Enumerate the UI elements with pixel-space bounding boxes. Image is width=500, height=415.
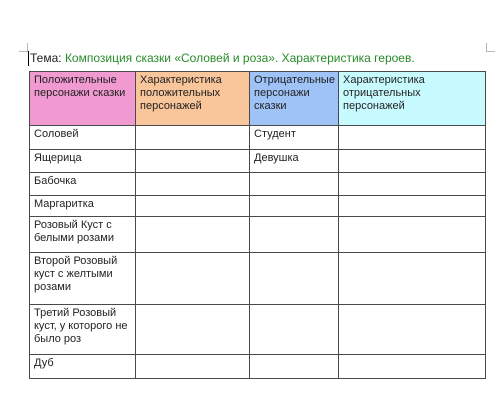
table-cell[interactable]: Второй Розовый куст с желтыми розами: [30, 253, 136, 305]
table-cell[interactable]: Маргаритка: [30, 196, 136, 217]
table-cell[interactable]: [250, 355, 339, 379]
page-margin-mark-left: [19, 43, 28, 52]
header-cell-negative-characters[interactable]: Отрицательные персонажи сказки: [250, 72, 339, 126]
table-cell[interactable]: Девушка: [250, 150, 339, 173]
title-prefix: Тема:: [30, 51, 62, 65]
table-header-row: [30, 72, 486, 126]
table-row: [30, 150, 486, 173]
table-cell[interactable]: [136, 305, 250, 355]
title-text: Композиция сказки «Соловей и роза». Характеристика героев.: [64, 51, 415, 65]
table-cell[interactable]: Розовый Куст с белыми розами: [30, 217, 136, 253]
table-cell[interactable]: Ящерица: [30, 150, 136, 173]
table-cell[interactable]: [136, 126, 250, 150]
table-cell[interactable]: Соловей: [30, 126, 136, 150]
header-cell-negative-characteristics[interactable]: Характеристика отрицательных персонажей: [339, 72, 486, 126]
table-cell[interactable]: [136, 253, 250, 305]
table-row: [30, 126, 486, 150]
page-margin-mark-right: [486, 43, 495, 52]
table-cell[interactable]: Третий Розовый куст, у которого не было роз: [30, 305, 136, 355]
table-cell[interactable]: [250, 196, 339, 217]
table-row: [30, 355, 486, 379]
table-cell[interactable]: [136, 150, 250, 173]
characters-table[interactable]: [29, 71, 486, 379]
table-cell[interactable]: [339, 196, 486, 217]
table-row: [30, 196, 486, 217]
text-cursor: [28, 51, 29, 66]
table-cell[interactable]: [339, 253, 486, 305]
table-cell[interactable]: [136, 196, 250, 217]
table-row: [30, 173, 486, 196]
table-cell[interactable]: Дуб: [30, 355, 136, 379]
table-cell[interactable]: [339, 355, 486, 379]
table-row: [30, 305, 486, 355]
table-cell[interactable]: [339, 305, 486, 355]
table-cell[interactable]: Студент: [250, 126, 339, 150]
table-cell[interactable]: [339, 126, 486, 150]
table-row: [30, 217, 486, 253]
header-cell-positive-characters[interactable]: Положительные персонажи сказки: [30, 72, 136, 126]
table-cell[interactable]: [339, 150, 486, 173]
document-title[interactable]: [30, 51, 415, 66]
table-cell[interactable]: [250, 305, 339, 355]
table-cell[interactable]: [250, 253, 339, 305]
table-row: [30, 253, 486, 305]
header-cell-positive-characteristics[interactable]: Характеристика положительных персонажей: [136, 72, 250, 126]
table-cell[interactable]: [136, 217, 250, 253]
table-cell[interactable]: [250, 173, 339, 196]
table-cell[interactable]: [136, 355, 250, 379]
table-cell[interactable]: [136, 173, 250, 196]
table-cell[interactable]: [339, 217, 486, 253]
table-cell[interactable]: [250, 217, 339, 253]
table-cell[interactable]: [339, 173, 486, 196]
table-cell[interactable]: Бабочка: [30, 173, 136, 196]
